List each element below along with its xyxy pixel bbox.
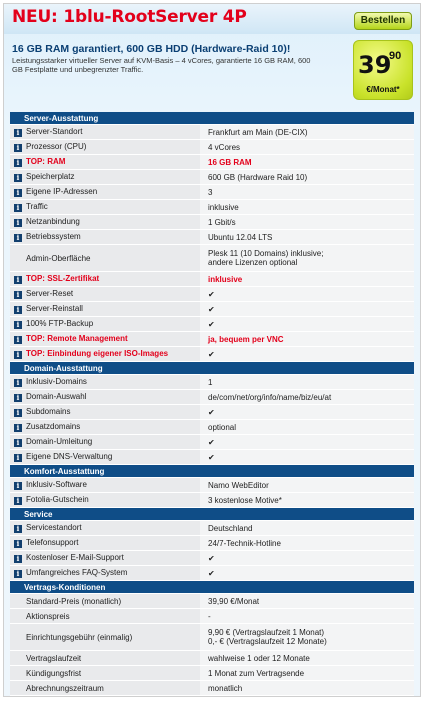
table-row: i Traffic inklusive xyxy=(10,200,414,215)
info-icon[interactable]: i xyxy=(14,394,22,402)
table-row: i Betriebssystem Ubuntu 12.04 LTS xyxy=(10,230,414,245)
table-row: Aktionspreis - xyxy=(10,609,414,624)
info-icon[interactable]: i xyxy=(14,129,22,137)
table-row: i Server-Reinstall ✔ xyxy=(10,302,414,317)
product-subtitle: 16 GB RAM garantiert, 600 GB HDD (Hardware-Raid 10)! xyxy=(12,43,291,55)
product-title: NEU: 1blu-RootServer 4P xyxy=(12,7,247,27)
price-euros: 39 xyxy=(358,51,392,79)
table-row: i Speicherplatz 600 GB (Hardware Raid 10) xyxy=(10,170,414,185)
table-row: i Domain-Umleitung ✔ xyxy=(10,435,414,450)
section-header-vertrag: Vertrags-Konditionen xyxy=(10,581,414,594)
table-row: i Domain-Auswahl de/com/net/org/info/name/biz/eu/at xyxy=(10,390,414,405)
table-row: Kündigungsfrist 1 Monat zum Vertragsende xyxy=(10,666,414,681)
check-icon: ✔ xyxy=(200,347,414,362)
price-unit: €/Monat* xyxy=(366,85,400,94)
table-row: Admin-Oberfläche Plesk 11 (10 Domains) inklusive; andere Lizenzen optional xyxy=(10,245,414,272)
section-header-server: Server-Ausstattung xyxy=(10,112,414,125)
table-row: i Inklusiv-Domains 1 xyxy=(10,375,414,390)
check-icon: ✔ xyxy=(200,450,414,465)
price-badge xyxy=(353,40,413,100)
product-description: Leistungsstarker virtueller Server auf KVM-Basis – 4 vCores, garantierte 16 GB RAM, 600 GB Festplatte und unbegrenzter Traffic. xyxy=(12,56,311,74)
info-icon[interactable]: i xyxy=(14,336,22,344)
info-icon[interactable]: i xyxy=(14,219,22,227)
info-icon[interactable]: i xyxy=(14,482,22,490)
info-icon[interactable]: i xyxy=(14,321,22,329)
table-row: i Prozessor (CPU) 4 vCores xyxy=(10,140,414,155)
table-row: i Server-Reset ✔ xyxy=(10,287,414,302)
table-row: Standard-Preis (monatlich) 39,90 €/Monat xyxy=(10,594,414,609)
check-icon: ✔ xyxy=(200,435,414,450)
info-icon[interactable]: i xyxy=(14,439,22,447)
info-icon[interactable]: i xyxy=(14,291,22,299)
table-row: i Umfangreiches FAQ-System ✔ xyxy=(10,566,414,581)
table-row: i TOP: Einbindung eigener ISO-Images ✔ xyxy=(10,347,414,362)
info-icon[interactable]: i xyxy=(14,525,22,533)
section-header-domain: Domain-Ausstattung xyxy=(10,362,414,375)
info-icon[interactable]: i xyxy=(14,159,22,167)
info-icon[interactable]: i xyxy=(14,379,22,387)
info-icon[interactable]: i xyxy=(14,570,22,578)
product-panel xyxy=(3,3,421,697)
check-icon: ✔ xyxy=(200,302,414,317)
price-cents: 90 xyxy=(389,50,402,62)
info-icon[interactable]: i xyxy=(14,540,22,548)
table-row: i 100% FTP-Backup ✔ xyxy=(10,317,414,332)
info-icon[interactable]: i xyxy=(14,497,22,505)
info-icon[interactable]: i xyxy=(14,424,22,432)
info-icon[interactable]: i xyxy=(14,454,22,462)
table-row: i Subdomains ✔ xyxy=(10,405,414,420)
check-icon: ✔ xyxy=(200,551,414,566)
header-bar xyxy=(4,4,420,34)
info-icon[interactable]: i xyxy=(14,204,22,212)
table-row: i Servicestandort Deutschland xyxy=(10,521,414,536)
check-icon: ✔ xyxy=(200,317,414,332)
table-row: i Inklusiv-Software Namo WebEditor xyxy=(10,478,414,493)
check-icon: ✔ xyxy=(200,405,414,420)
table-row: i TOP: RAM 16 GB RAM xyxy=(10,155,414,170)
table-row: i TOP: SSL-Zertifikat inklusive xyxy=(10,272,414,287)
feature-table xyxy=(10,112,414,696)
table-row: Abrechnungszeitraum monatlich xyxy=(10,681,414,696)
table-row: i Kostenloser E-Mail-Support ✔ xyxy=(10,551,414,566)
table-row: i Eigene DNS-Verwaltung ✔ xyxy=(10,450,414,465)
info-icon[interactable]: i xyxy=(14,306,22,314)
table-row: i TOP: Remote Management ja, bequem per VNC xyxy=(10,332,414,347)
info-icon[interactable]: i xyxy=(14,144,22,152)
table-row: i Server-Standort Frankfurt am Main (DE-CIX) xyxy=(10,125,414,140)
table-row: i Telefonsupport 24/7-Technik-Hotline xyxy=(10,536,414,551)
info-icon[interactable]: i xyxy=(14,409,22,417)
section-header-komfort: Komfort-Ausstattung xyxy=(10,465,414,478)
table-row: i Zusatzdomains optional xyxy=(10,420,414,435)
check-icon: ✔ xyxy=(200,566,414,581)
info-icon[interactable]: i xyxy=(14,351,22,359)
info-icon[interactable]: i xyxy=(14,174,22,182)
section-header-service: Service xyxy=(10,508,414,521)
info-icon[interactable]: i xyxy=(14,276,22,284)
info-icon[interactable]: i xyxy=(14,555,22,563)
table-row: Vertragslaufzeit wahlweise 1 oder 12 Monate xyxy=(10,651,414,666)
table-row: Einrichtungsgebühr (einmalig) 9,90 € (Vertragslaufzeit 1 Monat) 0,- € (Vertragslaufzeit 12 Monate) xyxy=(10,624,414,651)
table-row: i Netzanbindung 1 Gbit/s xyxy=(10,215,414,230)
order-button[interactable]: Bestellen xyxy=(354,12,412,30)
table-row: i Fotolia-Gutschein 3 kostenlose Motive* xyxy=(10,493,414,508)
table-row: i Eigene IP-Adressen 3 xyxy=(10,185,414,200)
info-icon[interactable]: i xyxy=(14,189,22,197)
info-icon[interactable]: i xyxy=(14,234,22,242)
check-icon: ✔ xyxy=(200,287,414,302)
